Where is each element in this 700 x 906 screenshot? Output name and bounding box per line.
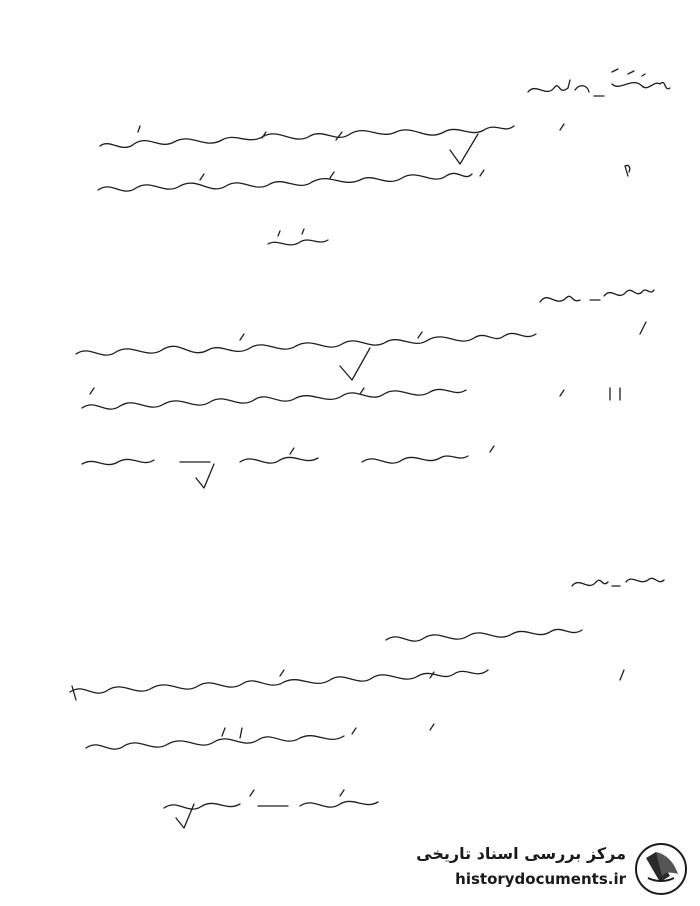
watermark bbox=[392, 838, 692, 900]
watermark-url[interactable]: historydocuments.ir bbox=[455, 870, 626, 888]
section-1-heading bbox=[528, 69, 670, 96]
section-3-heading bbox=[572, 578, 664, 586]
book-logo-icon bbox=[634, 842, 688, 896]
section-2-body bbox=[76, 322, 646, 488]
section-3-body bbox=[70, 629, 624, 828]
section-2-heading bbox=[540, 290, 654, 302]
section-1-body bbox=[98, 124, 630, 245]
watermark-title: مرکز بررسی اسناد تاریخی bbox=[416, 844, 626, 863]
